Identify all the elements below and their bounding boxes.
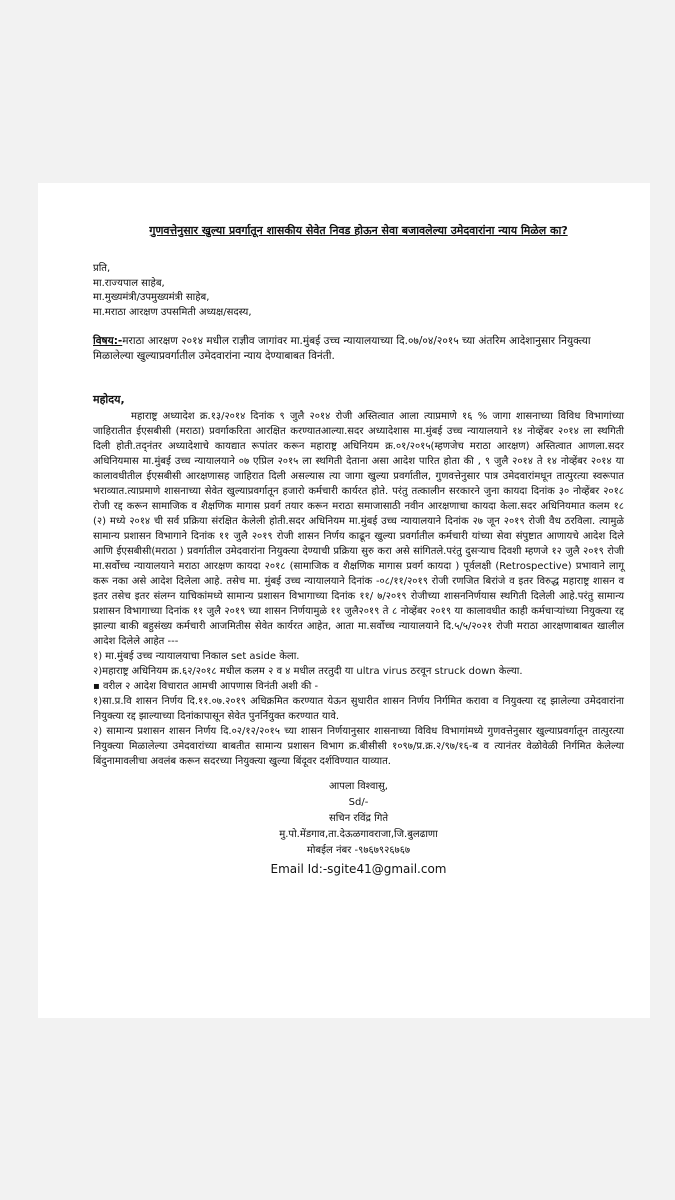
letter-body (93, 409, 624, 769)
sender-address: मु.पो.मेंडगाव,ता.देऊळगावराजा,जि.बुलढाणा (279, 829, 438, 840)
addressee-line: मा.मुख्यमंत्री/उपमुख्यमंत्री साहेब, (93, 292, 210, 303)
sd-mark: Sd/- (348, 797, 369, 808)
signature-block (93, 779, 624, 877)
prati-label: प्रति, (93, 263, 111, 274)
court-order-2: २)महाराष्ट्र अधिनियम क्र.६२/२०१८ मधील कलम २ व ४ मधील तरतुदी या ultra virus ठरवून struck down केल्या. (93, 666, 523, 677)
closing: आपला विश्वासु, (329, 781, 388, 792)
addressee-line: मा.राज्यपाल साहेब, (93, 277, 165, 289)
salutation: महोदय, (93, 393, 125, 406)
request-intro: ▪ वरील २ आदेश विचारात आमची आपणास विनंती अशी की - (93, 681, 319, 692)
request-2: २) सामान्य प्रशासन शासन निर्णय दि.०२/१२/२०१५ च्या शासन निर्णयानुसार शासनाच्या विविध विभागांमध्ये गुणवत्तेनुसार खुल्याप्रवर्गातून तात्पुरत्या नियुक्त्या मिळालेल्या उमेदवारांच्या बाबतीत सामान्य प्रशासन विभाग क्र.बीसीसी १०९७/प्र.क्र.२/९७/१६-ब व त्यानंतर वेळोवेळी निर्गमित केलेल्या बिंदुनामावलीचा अवलंब करून सदरच्या नियुक्त्या खुल्या बिंदूवर दर्शविण्यात याव्यात. (93, 726, 624, 767)
letter-title: गुणवत्तेनुसार खुल्या प्रवर्गातून शासकीय सेवेत निवड होऊन सेवा बजावलेल्या उमेदवारांना न्याय मिळेल का? (149, 224, 568, 237)
subject-text: मराठा आरक्षण २०१४ मधील राज्ञीव जागांवर मा.मुंबई उच्च न्यायालयाच्या दि.०७/०४/२०१५ च्या अंतरिम आदेशानुसार नियुक्त्या मिळालेल्या खुल्याप्रवर्गातील उमेदवारांना न्याय देण्याबाबत विनंती. (93, 335, 591, 362)
court-order-1: १) मा.मुंबई उच्च न्यायालयाचा निकाल set aside केला. (93, 651, 300, 662)
sender-email: Email Id:-sgite41@gmail.com (270, 862, 447, 876)
addressee-line: मा.मराठा आरक्षण उपसमिती अध्यक्ष/सदस्य, (93, 306, 252, 318)
sender-mobile: मोबईल नंबर -९७६७९२६७६७ (306, 845, 411, 856)
subject-block (93, 334, 624, 364)
body-paragraph: महाराष्ट्र अध्यादेश क्र.१३/२०१४ दिनांक ९ जुलै २०१४ रोजी अस्तित्वात आला त्याप्रमाणे १६ % जागा शासनाच्या विविध विभागांच्या जाहिरातीत ईएसबीसी (मराठा) प्रवर्गाकरिता आरक्षित करण्यातआल्या.सदर अध्यादेशास मा.मुंबई उच्च न्यायालयाने १४ नोव्हेंबर २०१४ ला स्थगिती दिली होती.तद्नंतर अध्यादेशाचे कायद्यात रूपांतर करून महाराष्ट्र अधिनियम क्र.०१/२०१५(म्हणजेच मराठा आरक्षण) अस्तित्वात आणला.सदर अधिनियमास मा.मुंबई उच्च न्यायालयाने ०७ एप्रिल २०१५ ला स्थगिती देताना असा आदेश पारित होता की , ९ जुलै २०१४ ते १४ नोव्हेंबर २०१४ या कालावधीतील ईएसबीसी आरक्षणासह जाहिरात दिली असल्यास त्या जागा खुल्या प्रवर्गातील, गुणवत्तेनुसार पात्र उमेदवारांमधून तात्पुरत्या स्वरूपात भराव्यात.त्याप्रमाणे शासनाच्या सेवेत खुल्याप्रवर्गातून हजारो कर्मचारी कार्यरत होते. परंतु तत्कालीन सरकारने जुना कायदा दिनांक ३० नोव्हेंबर २०१८ रोजी रद्द करून सामाजिक व शैक्षणिक मागास प्रवर्ग तयार करून मराठा समाजासाठी नवीन आरक्षणाचा कायदा केला.सदर अधिनियमात कलम १८ (२) मध्ये २०१४ ची सर्व प्रक्रिया संरक्षित केलेली होती.सदर अधिनियम मा.मुंबई उच्च न्यायालयाने दिनांक २७ जून २०१९ रोजी वैध ठरविला. त्यामुळे सामान्य प्रशासन विभागाने दिनांक ११ जुलै २०१९ रोजी शासन निर्णय काढून खुल्या प्रवर्गातील कर्मचारी यांच्या सेवा संपुष्टात आणायचे आदेश दिले आणि ईएसबीसी(मराठा ) प्रवर्गातील उमेदवारांना नियुक्त्या देण्याची प्रक्रिया सुरु करा असे सांगितले.परंतु दुसऱ्याच दिवशी म्हणजे १२ जुलै २०१९ रोजी मा.सर्वोच्च न्यायालयाने मराठा आरक्षण कायदा २०१८ (सामाजिक व शैक्षणिक मागास प्रवर्ग कायदा ) पूर्वलक्षी (Retrospective) प्रभावाने लागू करू नका असे आदेश दिलेला आहे. तसेच मा. मुंबई उच्च न्यायालयाने दिनांक -०८/११/२०१९ रोजी रणजित बिरांजे व इतर विरुद्ध महाराष्ट्र शासन व इतर तसेच इतर संलग्न याचिकांमध्ये सामान्य प्रशासन विभागाच्या दिनांक ११/ ७/२०१९ रोजीच्या शासननिर्णयास स्थगिती दिलेली आहे.परंतु सामान्य प्रशासन विभागाच्या दिनांक ११ जुलै २०१९ च्या शासन निर्णयामुळे ११ जुलै२०१९ ते ८ नोव्हेंबर २०१९ या कालावधीत काही कर्मचाऱ्यांच्या नियुक्त्या रद्द झाल्या बाकी बहुसंख्य कर्मचारी आजमितीस सेवेत कार्यरत आहेत, आता मा.सर्वोच्च न्यायालयाने दि.५/५/२०२१ रोजी मराठा आरक्षणाबाबत खालील आदेश दिलेले आहेत --- (93, 411, 624, 647)
subject-label: विषय:- (93, 335, 123, 347)
request-1: १)सा.प्र.वि शासन निर्णय दि.११.०७.२०१९ अधिक्रमित करण्यात येऊन सुधारीत शासन निर्णय निर्गमित करावा व नियुक्त्या रद्द झालेल्या उमेदवारांना नियुक्त्या रद्द झाल्याच्या दिनांकापासून सेवेत पुनर्नियुक्त करण्यात यावे. (93, 696, 624, 722)
letter-page (38, 183, 650, 1018)
sender-name: सचिन रविंद्र गिते (328, 813, 389, 824)
addressee-block (93, 262, 624, 320)
